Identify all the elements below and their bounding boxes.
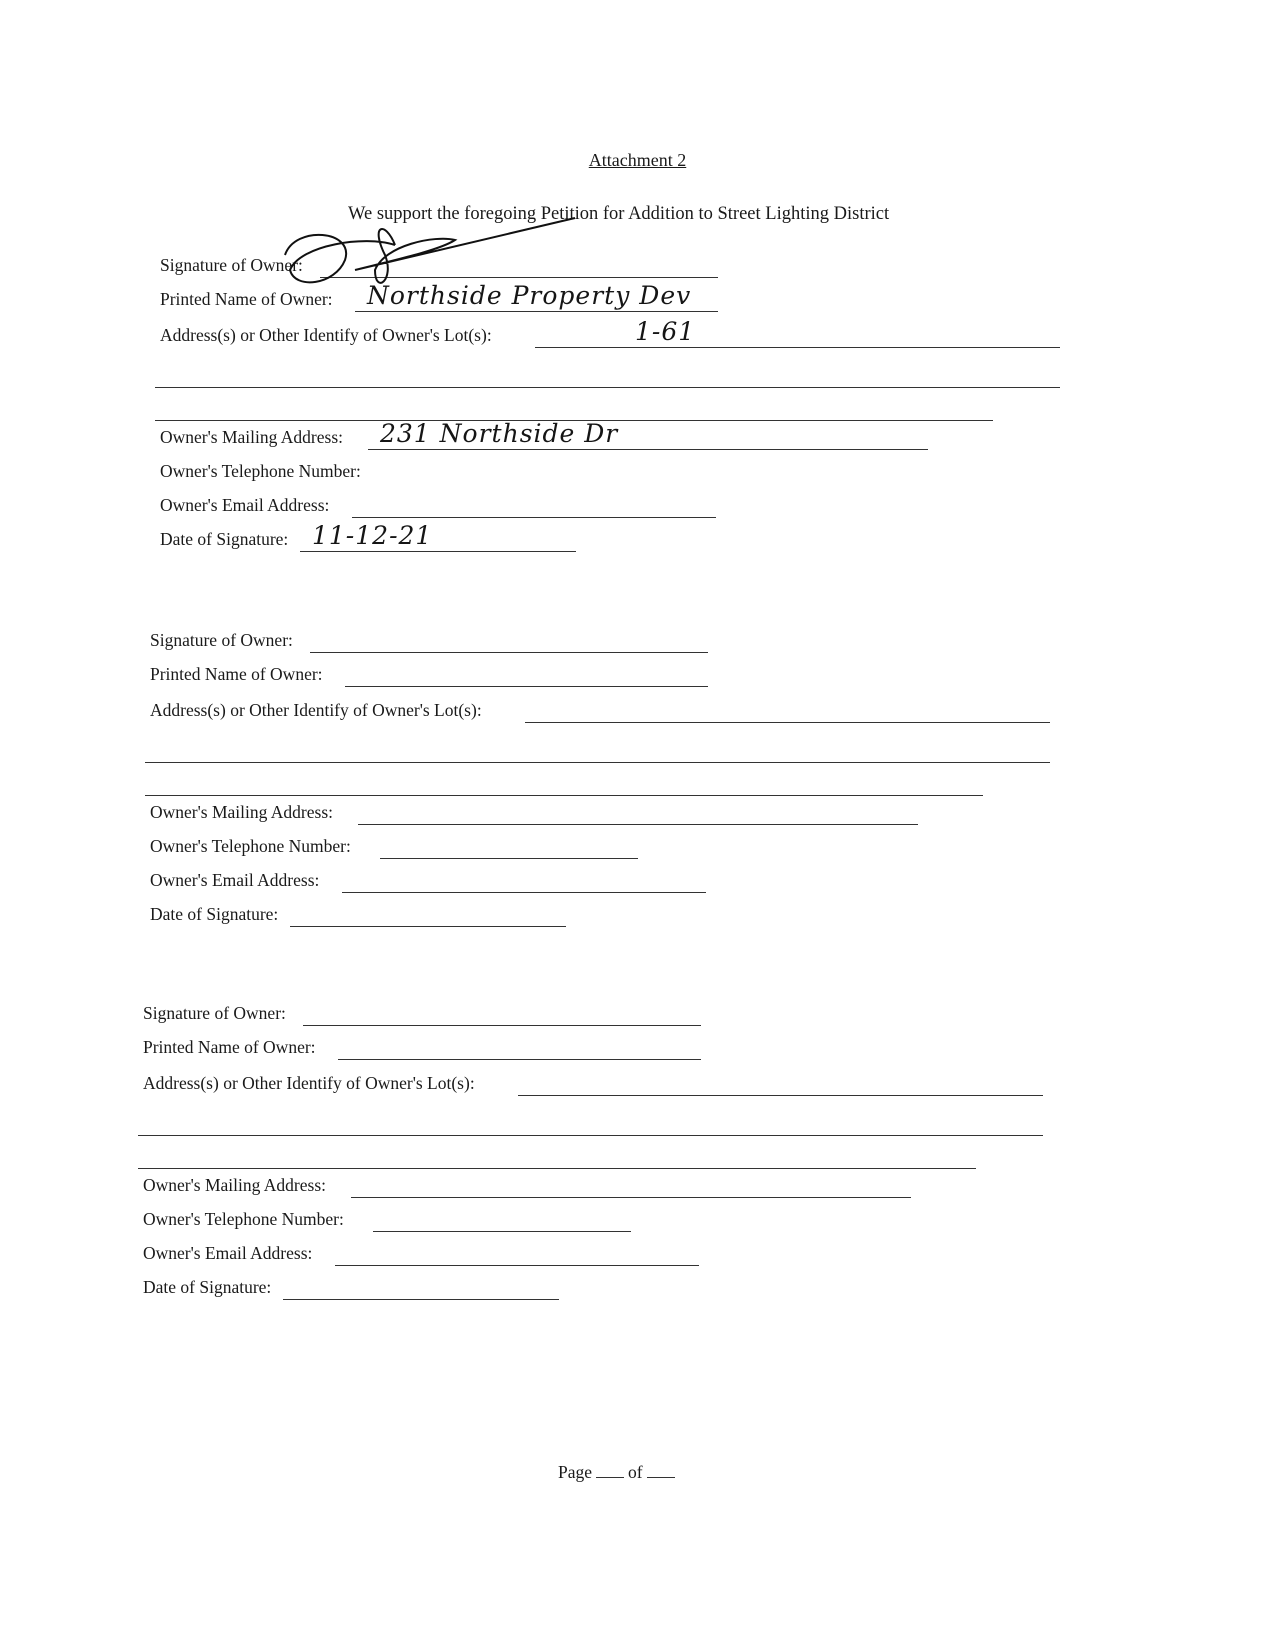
printed-name-handwritten-value: Northside Property Dev bbox=[367, 281, 692, 310]
date-field[interactable] bbox=[283, 1299, 559, 1300]
printed-name-label: Printed Name of Owner: bbox=[160, 289, 333, 309]
lots-continuation-field[interactable] bbox=[145, 795, 983, 796]
lots-continuation-field[interactable] bbox=[145, 762, 1050, 763]
lots-handwritten-value: 1-61 bbox=[635, 317, 696, 346]
date-field[interactable] bbox=[300, 551, 576, 552]
lots-label: Address(s) or Other Identify of Owner's Lot(s): bbox=[150, 700, 482, 720]
page-footer bbox=[558, 1462, 679, 1483]
signature-label: Signature of Owner: bbox=[160, 255, 303, 275]
printed-name-label: Printed Name of Owner: bbox=[150, 664, 323, 684]
printed-name-field[interactable] bbox=[345, 686, 708, 687]
of-label: of bbox=[628, 1462, 643, 1482]
mailing-handwritten-value: 231 Northside Dr bbox=[380, 419, 619, 448]
date-field[interactable] bbox=[290, 926, 566, 927]
page-label: Page bbox=[558, 1462, 593, 1482]
mailing-label: Owner's Mailing Address: bbox=[150, 802, 333, 822]
date-label: Date of Signature: bbox=[160, 529, 289, 549]
email-field[interactable] bbox=[335, 1265, 699, 1266]
phone-label: Owner's Telephone Number: bbox=[150, 836, 351, 856]
lots-continuation-field[interactable] bbox=[138, 1168, 976, 1169]
mailing-field[interactable] bbox=[358, 824, 918, 825]
email-label: Owner's Email Address: bbox=[150, 870, 320, 890]
phone-field[interactable] bbox=[373, 1231, 631, 1232]
petition-statement: We support the foregoing Petition for Addition to Street Lighting District bbox=[348, 204, 890, 224]
lots-continuation-field[interactable] bbox=[138, 1135, 1043, 1136]
lots-field[interactable] bbox=[518, 1095, 1043, 1096]
page-number-blank[interactable] bbox=[596, 1477, 624, 1478]
page-total-blank[interactable] bbox=[647, 1477, 675, 1478]
printed-name-field[interactable] bbox=[338, 1059, 701, 1060]
mailing-field[interactable] bbox=[368, 449, 928, 450]
document-title: Attachment 2 bbox=[588, 150, 687, 170]
handwritten-signature bbox=[275, 215, 595, 305]
signature-label: Signature of Owner: bbox=[143, 1003, 286, 1023]
date-label: Date of Signature: bbox=[143, 1277, 272, 1297]
email-label: Owner's Email Address: bbox=[143, 1243, 313, 1263]
mailing-label: Owner's Mailing Address: bbox=[143, 1175, 326, 1195]
lots-label: Address(s) or Other Identify of Owner's Lot(s): bbox=[143, 1073, 475, 1093]
phone-label: Owner's Telephone Number: bbox=[160, 461, 361, 481]
phone-field[interactable] bbox=[380, 858, 638, 859]
mailing-label: Owner's Mailing Address: bbox=[160, 427, 343, 447]
date-label: Date of Signature: bbox=[150, 904, 279, 924]
signature-field[interactable] bbox=[303, 1025, 701, 1026]
lots-field[interactable] bbox=[535, 347, 1060, 348]
printed-name-field[interactable] bbox=[355, 311, 718, 312]
email-label: Owner's Email Address: bbox=[160, 495, 330, 515]
email-field[interactable] bbox=[352, 517, 716, 518]
lots-field[interactable] bbox=[525, 722, 1050, 723]
email-field[interactable] bbox=[342, 892, 706, 893]
lots-continuation-field[interactable] bbox=[155, 387, 1060, 388]
printed-name-label: Printed Name of Owner: bbox=[143, 1037, 316, 1057]
lots-label: Address(s) or Other Identify of Owner's Lot(s): bbox=[160, 325, 492, 345]
phone-label: Owner's Telephone Number: bbox=[143, 1209, 344, 1229]
date-handwritten-value: 11-12-21 bbox=[312, 521, 433, 550]
signature-label: Signature of Owner: bbox=[150, 630, 293, 650]
signature-field[interactable] bbox=[310, 652, 708, 653]
mailing-field[interactable] bbox=[351, 1197, 911, 1198]
